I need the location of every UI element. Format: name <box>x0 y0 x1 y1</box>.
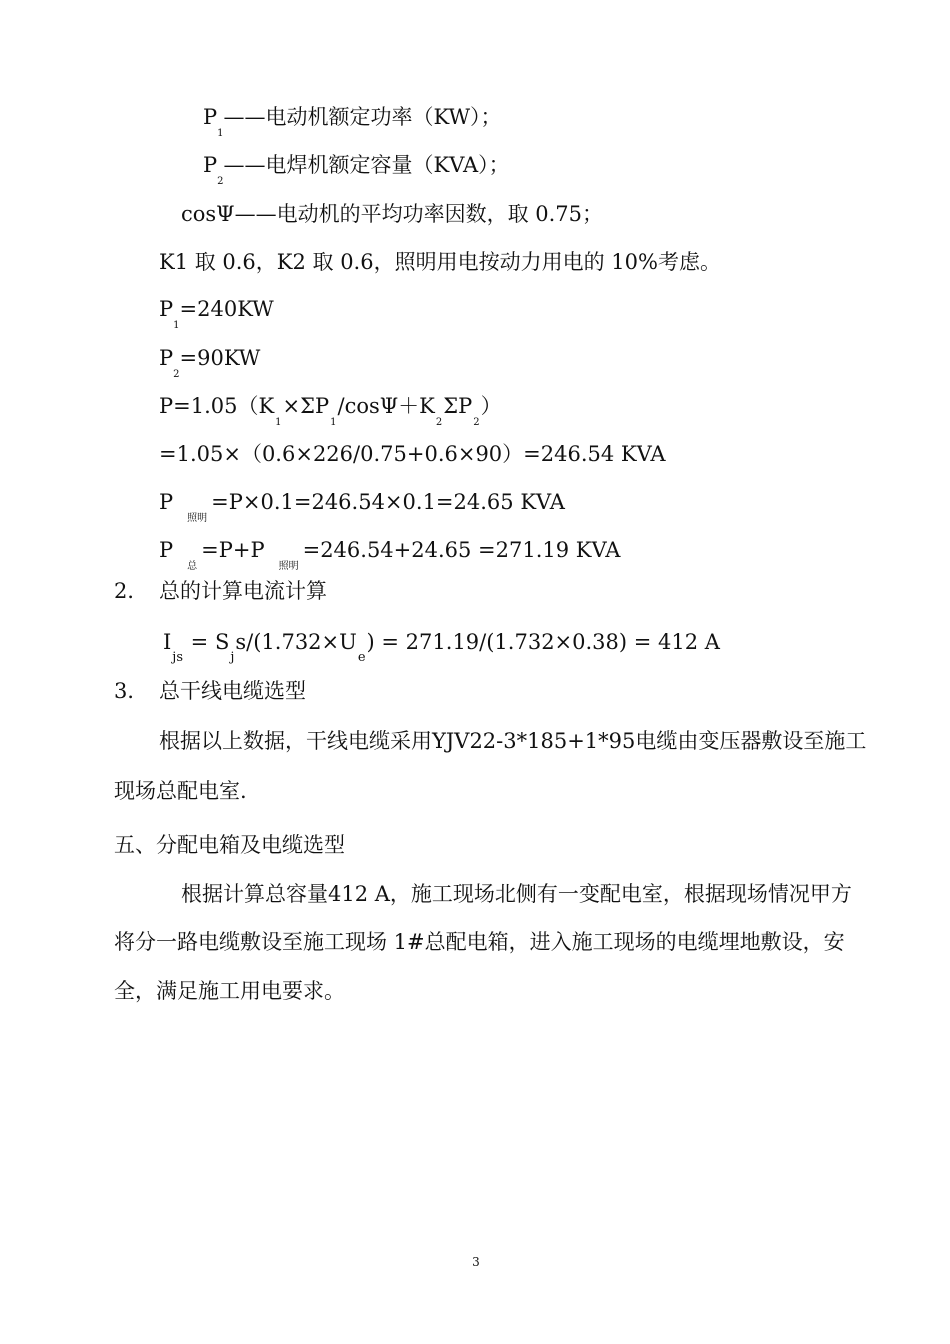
formula-part: P=1.05（K <box>159 394 275 418</box>
formula-part: ） <box>480 394 502 418</box>
subscript: 2 <box>217 176 224 187</box>
subscript: 1 <box>217 128 224 139</box>
subscript: 总 <box>187 561 198 572</box>
subscript: 照明 <box>187 513 208 524</box>
section-2-title: 总的计算电流计算 <box>159 579 327 603</box>
section-3-number: 3． <box>114 679 149 703</box>
subscript: 2 <box>173 369 180 380</box>
value-text: =90KW <box>179 346 261 370</box>
symbol: P <box>159 346 174 370</box>
section-3-body-2: 现场总配电室. <box>114 779 247 803</box>
symbol: P <box>203 105 218 129</box>
section-3-title: 总干线电缆选型 <box>159 679 306 703</box>
symbol: I <box>163 630 172 654</box>
formula-part: /cosΨ＋K <box>337 394 435 418</box>
definition-text: ——电焊机额定容量（KVA）； <box>223 153 510 177</box>
subscript: 照明 <box>278 561 299 572</box>
section-5-body-3: 全，满足施工用电要求。 <box>114 979 345 1003</box>
symbol: P <box>159 538 174 562</box>
formula-part: = S <box>184 630 230 654</box>
section-3-body-1: 根据以上数据，干线电缆采用YJV22-3*185+1*95电缆由变压器敷设至施工 <box>159 729 867 753</box>
value-text: =240KW <box>179 297 274 321</box>
page-number: 3 <box>472 1255 480 1269</box>
formula-part: s/(1.732×U <box>235 630 357 654</box>
def-p2 <box>203 151 510 187</box>
power-formula <box>159 392 502 428</box>
symbol: P <box>159 490 174 514</box>
k-note: K1 取 0.6，K2 取 0.6，照明用电按动力用电的 10%考虑。 <box>159 250 721 274</box>
section-5-title: 五、分配电箱及电缆选型 <box>114 833 345 857</box>
formula-part: ×ΣP <box>282 394 330 418</box>
symbol: P <box>159 297 174 321</box>
total-calc <box>159 536 621 572</box>
subscript: 1 <box>330 417 337 428</box>
power-calc: =1.05×（0.6×226/0.75+0.6×90）=246.54 KVA <box>159 442 666 466</box>
value-p1 <box>159 295 274 331</box>
formula-part: =P+P <box>201 538 265 562</box>
symbol: P <box>203 153 218 177</box>
formula-part: ) = 271.19/(1.732×0.38) = 412 A <box>366 630 720 654</box>
def-cos: cosΨ——电动机的平均功率因数，取 0.75； <box>181 202 604 226</box>
subscript: j <box>230 650 235 665</box>
current-formula <box>163 628 720 665</box>
formula-part: =P×0.1=246.54×0.1=24.65 KVA <box>211 490 565 514</box>
formula-part: ΣP <box>443 394 473 418</box>
value-p2 <box>159 344 261 380</box>
subscript: 2 <box>435 417 443 428</box>
def-p1 <box>203 103 502 139</box>
subscript: js <box>172 650 183 665</box>
subscript: 1 <box>275 417 282 428</box>
subscript: e <box>357 650 366 665</box>
section-5-body-1: 根据计算总容量412 A，施工现场北侧有一变配电室，根据现场情况甲方 <box>181 882 852 906</box>
definition-text: ——电动机额定功率（KW）； <box>223 105 502 129</box>
section-5-body-2: 将分一路电缆敷设至施工现场 1#总配电箱，进入施工现场的电缆埋地敷设，安 <box>114 930 845 954</box>
lighting-calc <box>159 488 565 524</box>
formula-part: =246.54+24.65 =271.19 KVA <box>302 538 621 562</box>
section-2-number: 2． <box>114 579 149 603</box>
subscript: 1 <box>173 320 180 331</box>
subscript: 2 <box>473 417 480 428</box>
